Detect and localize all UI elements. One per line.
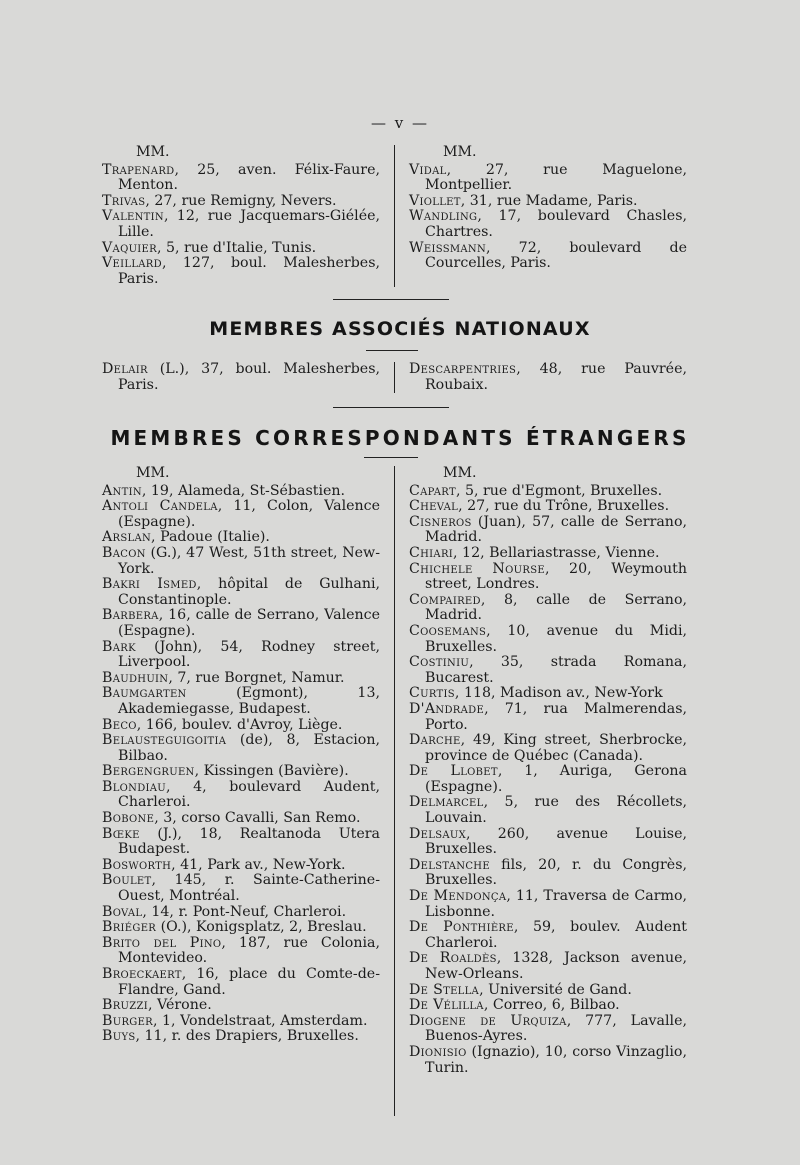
member-address: , Padoue (Italie). (151, 529, 270, 546)
member-address: , 127, boul. Malesherbes, Paris. (118, 255, 380, 287)
member-address: , 48, rue Pauvrée, Roubaix. (425, 361, 687, 393)
member-entry (409, 362, 687, 393)
member-entry (409, 858, 687, 889)
member-address: , 27, rue du Trône, Bruxelles. (458, 498, 670, 515)
member-address: , 17, boulevard Chasles, Chartres. (425, 208, 687, 240)
member-entry (409, 686, 687, 702)
column-separator (394, 362, 395, 393)
member-name: Boval (102, 903, 143, 920)
member-name: Bergengruen (102, 763, 195, 780)
member-entry (102, 546, 380, 577)
member-address: , 16, calle de Serrano, Valence (Espagne). (118, 607, 380, 639)
section-rule (333, 299, 449, 300)
member-name: Chichele Nourse (409, 560, 545, 577)
member-entry (102, 920, 380, 936)
member-address: , 31, rue Madame, Paris. (460, 192, 638, 209)
member-entry (102, 811, 380, 827)
member-name: Curtis (409, 685, 455, 702)
member-entry (102, 1014, 380, 1030)
member-entry (102, 608, 380, 639)
member-entry (409, 733, 687, 764)
member-address: , 59, boulev. Audent Charleroi. (425, 919, 688, 951)
member-address: , 27, rue Remigny, Nevers. (145, 192, 337, 209)
member-entry (409, 209, 687, 240)
member-entry (102, 577, 380, 608)
member-name: Wandling (409, 208, 478, 225)
member-name: Antin (102, 482, 142, 499)
member-entry (102, 827, 380, 858)
member-address: , 20, Weymouth street, Londres. (425, 560, 687, 593)
member-address: , 16, place du Comte-de-Flandre, Gand. (118, 966, 380, 998)
member-address: , 35, strada Romana, Bucarest. (425, 654, 687, 686)
member-name: Beco (102, 716, 137, 733)
member-entry (102, 640, 380, 671)
nationaux-columns (102, 362, 687, 393)
member-entry (102, 530, 380, 546)
section-rule (333, 407, 449, 408)
member-entry (409, 546, 687, 562)
heading-etrangers: MEMBRES CORRESPONDANTS ÉTRANGERS (110, 426, 690, 450)
member-address: , 1, Auriga, Gerona (Espagne). (425, 763, 687, 795)
member-address: , 3, corso Cavalli, San Remo. (154, 810, 361, 827)
member-name: Baudhuin (102, 669, 169, 686)
member-address: , 12, rue Jacquemars-Giélée, Lille. (118, 208, 380, 240)
member-address: , 1, Vondelstraat, Amsterdam. (153, 1012, 368, 1029)
member-name: Darche (409, 732, 461, 749)
member-address: , 5, rue d'Italie, Tunis. (156, 239, 317, 256)
member-name: Antoli Candela (102, 498, 218, 515)
top-left-list (102, 163, 380, 288)
member-entry (102, 905, 380, 921)
member-address: (J.), 18, Realtanoda Utera Budapest. (118, 825, 380, 858)
member-entry (102, 733, 380, 764)
column-separator (394, 466, 395, 1116)
member-name: Belausteguigoitia (102, 732, 227, 749)
top-right-mm: MM. (443, 144, 477, 160)
member-name: Blondiau (102, 778, 167, 795)
member-address: (G.), 47 West, 51th street, New-York. (118, 544, 380, 577)
member-entry (409, 983, 687, 999)
top-right-list (409, 163, 687, 272)
member-name: Diogene de Urquiza (409, 1012, 567, 1029)
member-address: , 187, rue Colonia, Montevideo. (118, 934, 380, 967)
top-left-mm: MM. (136, 144, 170, 160)
member-entry (409, 998, 687, 1014)
member-address: , 260, avenue Louise, Bruxelles. (425, 825, 687, 858)
member-address: , 145, r. Sainte-Catherine-Ouest, Montréal. (118, 872, 380, 905)
page-folio: — v — (370, 114, 429, 132)
member-entry (102, 256, 380, 287)
member-name: Briéger (102, 919, 157, 936)
etrangers-columns (102, 466, 687, 1116)
member-address: , 41, Park av., New-York. (171, 856, 346, 873)
member-address: (O.), Konigsplatz, 2, Breslau. (156, 919, 367, 936)
member-name: Delmarcel (409, 794, 484, 811)
member-address: , 72, boulevard de Courcelles, Paris. (425, 239, 687, 272)
member-name: Bosworth (102, 856, 172, 873)
member-address: , 71, rua Malmerendas, Porto. (425, 700, 687, 733)
member-name: Delair (102, 361, 148, 377)
member-address: , 11, r. des Drapiers, Bruxelles. (135, 1028, 359, 1045)
member-name: Baumgarten (102, 685, 187, 702)
member-name: Arslan (102, 529, 152, 546)
member-entry (409, 624, 687, 655)
member-entry (102, 362, 380, 393)
member-name: De Mendonça (409, 888, 507, 905)
member-name: De Roaldès (409, 950, 497, 967)
member-name: Delstanche (409, 856, 490, 873)
column-separator (394, 145, 395, 287)
member-entry (102, 209, 380, 240)
etrangers-left-list (102, 484, 380, 1045)
heading-rule (366, 350, 418, 351)
member-address: (Ignazio), 10, corso Vinzaglio, Turin. (425, 1043, 687, 1076)
member-entry (409, 951, 687, 982)
member-entry (409, 499, 687, 515)
member-name: De Stella (409, 981, 480, 998)
member-name: Cisneros (409, 513, 472, 530)
member-address: , 19, Alameda, St-Sébastien. (141, 482, 346, 499)
nationaux-right-list (409, 362, 687, 393)
etrangers-right-mm: MM. (443, 465, 477, 481)
member-address: , 25, aven. Félix-Faure, Menton. (118, 161, 380, 194)
member-name: Cheval (409, 498, 459, 515)
member-entry (409, 702, 687, 733)
member-name: Bark (102, 638, 136, 655)
member-address: , Correo, 6, Bilbao. (483, 997, 620, 1014)
top-left-column (102, 145, 380, 287)
member-entry (409, 1045, 687, 1076)
member-entry (102, 718, 380, 734)
member-name: Brito del Pino (102, 934, 222, 951)
member-entry (102, 484, 380, 500)
member-name: Coosemans (409, 622, 487, 639)
nationaux-left-list (102, 362, 380, 393)
member-entry (409, 515, 687, 546)
member-name: Trivas (102, 192, 146, 209)
member-entry (409, 241, 687, 272)
member-entry (102, 163, 380, 194)
member-name: Bacon (102, 544, 146, 561)
member-address: , hôpital de Gulhani, Constantinople. (118, 576, 381, 608)
member-name: De Vélilla (409, 997, 484, 1014)
member-name: Chiari (409, 544, 454, 561)
member-entry (102, 241, 380, 257)
member-name: Bobone (102, 810, 155, 827)
member-name: De Ponthière (409, 919, 514, 936)
heading-rule (364, 457, 418, 458)
member-entry (102, 499, 380, 530)
member-entry (409, 484, 687, 500)
member-name: Capart (409, 482, 456, 499)
member-entry (102, 686, 380, 717)
member-name: Delsaux (409, 825, 467, 842)
member-name: Burger (102, 1012, 154, 1029)
member-address: , Vérone. (148, 997, 212, 1014)
member-address: , 166, boulev. d'Avroy, Liège. (136, 716, 343, 733)
member-entry (102, 967, 380, 998)
member-entry (102, 936, 380, 967)
member-address: (de), 8, Estacion, Bilbao. (118, 732, 380, 764)
member-address: , 8, calle de Serrano, Madrid. (425, 591, 687, 624)
member-entry (102, 873, 380, 904)
member-name: Compaired (409, 591, 481, 608)
member-entry (102, 780, 380, 811)
member-entry (409, 764, 687, 795)
member-entry (102, 764, 380, 780)
member-address: , 11, Colon, Valence (Espagne). (118, 498, 380, 530)
etrangers-left-column (102, 466, 380, 1116)
member-name: Veillard (102, 255, 162, 272)
member-address: fils, 20, r. du Congrès, Bruxelles. (425, 856, 687, 889)
member-entry (409, 562, 687, 593)
member-address: , 1328, Jackson avenue, New-Orleans. (425, 950, 687, 982)
member-address: , 11, Traversa de Carmo, Lisbonne. (425, 888, 687, 920)
member-name: Valentin (102, 208, 164, 225)
heading-nationaux: MEMBRES ASSOCIÉS NATIONAUX (209, 318, 591, 340)
member-entry (409, 889, 687, 920)
member-name: Barbera (102, 607, 159, 624)
member-address: , 118, Madison av., New-York (454, 685, 663, 702)
top-right-column (409, 145, 687, 287)
member-entry (102, 1029, 380, 1045)
member-entry (102, 998, 380, 1014)
member-name: Costiniu (409, 654, 470, 671)
member-name: Buys (102, 1028, 136, 1045)
member-entry (102, 858, 380, 874)
member-address: (L.), 37, boul. Malesherbes, Paris. (118, 361, 380, 393)
member-address: , 27, rue Maguelone, Montpellier. (425, 161, 687, 194)
member-name: Descarpentries (409, 361, 517, 377)
etrangers-left-mm: MM. (136, 465, 170, 481)
etrangers-right-list (409, 484, 687, 1077)
member-name: Broeckaert (102, 966, 182, 982)
member-address: , Kissingen (Bavière). (194, 763, 349, 780)
member-name: Viollet (409, 192, 461, 209)
member-address: , 5, rue des Récollets, Louvain. (425, 794, 687, 827)
member-address: (Egmont), 13, Akademiegasse, Budapest. (118, 685, 380, 717)
member-address: , 7, rue Borgnet, Namur. (168, 669, 345, 686)
member-address: (John), 54, Rodney street, Liverpool. (118, 638, 380, 671)
member-name: Vaquier (102, 239, 157, 256)
member-name: Vidal (409, 161, 447, 178)
member-address: , 12, Bellariastrasse, Vienne. (453, 544, 660, 561)
member-address: , 14, r. Pont-Neuf, Charleroi. (142, 903, 347, 920)
member-entry (409, 163, 687, 194)
member-entry (409, 194, 687, 210)
member-name: Dionisio (409, 1043, 467, 1060)
member-entry (409, 795, 687, 826)
member-name: Trapenard (102, 161, 175, 178)
member-name: D'Andrade (409, 700, 485, 717)
member-address: , 4, boulevard Audent, Charleroi. (118, 778, 380, 811)
member-address: (Juan), 57, calle de Serrano, Madrid. (425, 513, 687, 546)
member-entry (102, 194, 380, 210)
etrangers-right-column (409, 466, 687, 1116)
member-address: , 777, Lavalle, Buenos-Ayres. (425, 1012, 687, 1045)
member-name: Bruzzi (102, 997, 149, 1014)
member-entry (409, 1014, 687, 1045)
member-entry (409, 827, 687, 858)
member-name: Boulet (102, 872, 152, 889)
member-address: , 49, King street, Sherbrocke, province de Québec (Canada). (425, 732, 687, 764)
top-columns (102, 145, 687, 287)
member-name: Bakri Ismed (102, 576, 197, 593)
member-address: , Université de Gand. (479, 981, 632, 998)
member-entry (409, 593, 687, 624)
member-address: , 10, avenue du Midi, Bruxelles. (425, 622, 687, 655)
member-entry (409, 920, 687, 951)
member-name: De Llobet (409, 763, 498, 780)
member-name: Weissmann (409, 239, 487, 256)
member-address: , 5, rue d'Egmont, Bruxelles. (455, 482, 663, 499)
member-entry (102, 671, 380, 687)
member-name: Bœke (102, 825, 140, 842)
member-entry (409, 655, 687, 686)
